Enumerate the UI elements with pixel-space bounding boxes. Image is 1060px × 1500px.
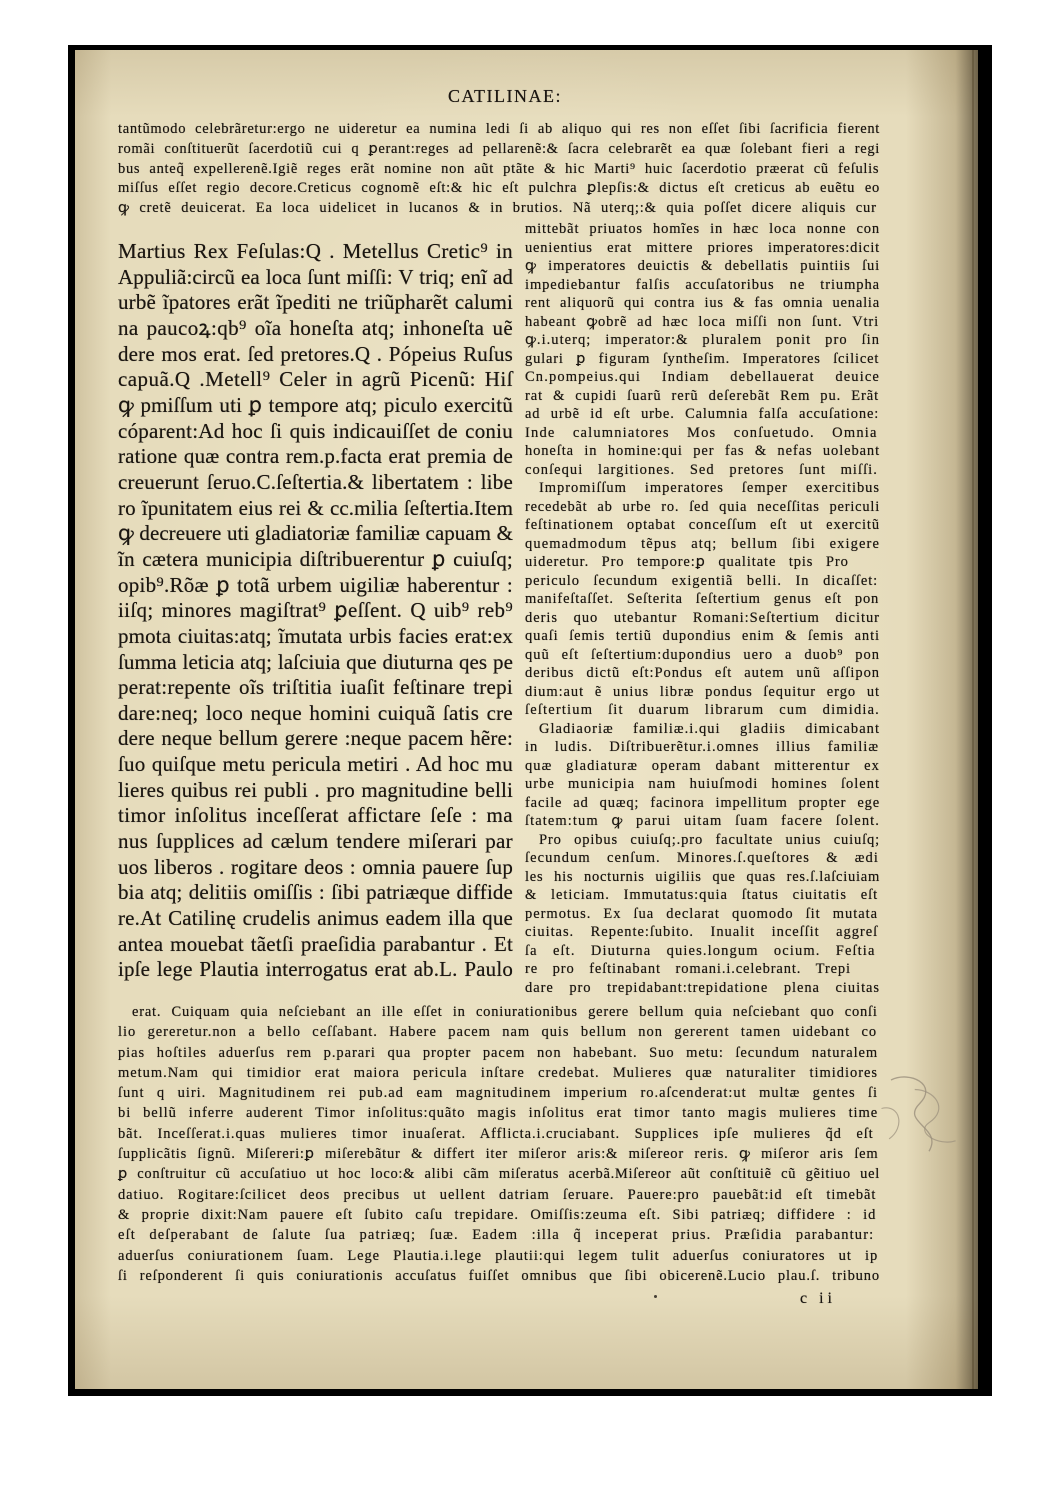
- main-text-line: creuerunt ſeruo.C.ſeſtertia.& libertatem : libe: [118, 469, 513, 494]
- commentary-line: facile ad quæq; facinora impellitum propter ege: [525, 794, 880, 811]
- commentary-line: quemadmodum tẽpus atq; bellum ſibi exigere: [525, 535, 880, 552]
- main-text-line: ſumma leticia atq; laſciuia que diuturna qes pe: [118, 649, 513, 674]
- main-text-line: ipſe lege Plautia interrogatus erat ab.L. Paulo: [118, 957, 513, 982]
- commentary-line: datiuo. Rogitare:ſcilicet deos precibus ut uellent datriam ſeruare. Pauere:pro pauebãt:id eſt timebãt: [118, 1186, 877, 1203]
- commentary-line: quũ eſt ſeſtertium:dupondius uero a duob⁹ pon: [525, 646, 880, 663]
- main-text-line: perat:repente oĩs triſtitia iuaſit feſtinare trepi: [118, 675, 513, 700]
- commentary-line: uenientius erat mittere priores imperatores:dicit: [525, 239, 880, 256]
- main-text-line: bia atq; delitiis omiſſis : ſibi patriæque diffide: [118, 880, 513, 905]
- main-text-line: urbẽ ĩpatores erãt ĩpediti ne triũpharẽt calumi: [118, 290, 513, 315]
- commentary-line: lio gereretur.non a bello ceſſabant. Habere pacem nam quis bellum non gererent tamen uidebant co: [118, 1024, 878, 1041]
- commentary-line: deribus dictũ eſt:Pondus eſt autem unũ aſſipon: [525, 665, 880, 681]
- main-text-line: timor inſolitus inceſſerat affictare ſeſe : ma: [118, 803, 513, 828]
- commentary-line: conſequi largitiones. Sed pretores ſunt miſſi.: [525, 461, 878, 478]
- signature-mark: c ii: [800, 1290, 836, 1307]
- main-text-line: iiſq; minores magiſtrat⁹ ꝑeſſent. Q uib⁹ reb⁹: [118, 598, 513, 623]
- commentary-line: quaſi ſemis tertiũ dupondius enim & ſemis anti: [525, 628, 880, 644]
- commentary-line: dium:aut ẽ unius libræ pondus ſequitur ergo ut: [525, 683, 880, 700]
- main-text-line: opib⁹.Rõæ ꝑ totã urbem uigiliæ haberentur :: [118, 572, 513, 597]
- commentary-line: & proprie dixit:Nam pauere eſt ſubito caſu trepidare. Omiſſis:zeuma eſt. Sibi patriæq; diffidere : id: [118, 1206, 877, 1223]
- commentary-line: rent aliquorũ qui contra ius & fas omnia uenalia: [525, 295, 880, 311]
- commentary-line: ſi reſponderent ſi quis coniurationis accuſatus fuiſſet omnibus que ſibi obicerenẽ.Lucio plau.ſ. tribuno: [118, 1267, 880, 1284]
- main-text-line: lieres quibus rei publi . pro magnitudine belli: [118, 777, 513, 802]
- commentary-line: ad urbẽ id eſt urbe. Calumnia falſa accuſatione:: [525, 406, 880, 422]
- commentary-line: bãt. Inceſſerat.i.quas mulieres timor inuaſerat. Afflicta.i.cruciabant. Supplices ipſe mulieres q̃d eſt: [118, 1125, 874, 1142]
- main-text-line: ratione quæ contra rem.p.facta erat premia de: [118, 444, 513, 469]
- ink-speck: [654, 1295, 657, 1298]
- commentary-line: Cn.pompeius.qui Indiam debellauerat deuice: [525, 369, 880, 385]
- commentary-line: tantũmodo celebrãretur:ergo ne uideretur ea numina ledi ſi ab aliquo qui res non eſſet ſibi ſacrificia fierent: [118, 121, 880, 137]
- commentary-line: miſſus eſſet regio decore.Creticus cognomẽ eſt:& hic eſt pulchra ꝑlepſis:& dictus eſt creticus ab euẽtu eo: [118, 180, 880, 197]
- main-text-line: ĩn cætera municipia diſtribuerentur ꝑ cuiuſq;: [118, 546, 513, 571]
- commentary-line: metum.Nam qui timidior erat maiora pericula inſtare credebat. Mulieres quæ naturaliter timidiores: [118, 1064, 879, 1081]
- commentary-line: ciuitas. Repente:ſubito. Inualit inceſſit aggreſ: [525, 924, 879, 940]
- commentary-line: bus anteq̃ expellerenẽ.Igiẽ reges erãt nomine non aũt ptãte & hic Marti⁹ huic ſacerdotio præerat cũ feſulis: [118, 160, 880, 177]
- commentary-line: ſeſtertium ſit duarum librarum cum dimidia.: [525, 702, 880, 718]
- main-text-line: cóparent:Ad hoc ſi quis indicauiſſet de coniu: [118, 418, 513, 443]
- commentary-line: deris quo utebantur Romani:Seſtertium dicitur: [525, 609, 880, 626]
- commentary-right-column: [525, 220, 880, 997]
- commentary-top-block: [118, 120, 880, 219]
- main-text-line: re.At Catilinę crudelis animus eadem illa que: [118, 906, 513, 931]
- commentary-line: Impromiſſum imperatores ſemper exercitibus: [539, 480, 880, 496]
- main-text-line: Martius Rex Feſulas:Q . Metellus Cretic⁹ in: [118, 239, 513, 263]
- commentary-line: eſt deſperabant de ſalute ſua patriæq; ſuæ. Eadem :illa q̃ inceperat prius. Præſidia parabantur:: [118, 1227, 875, 1244]
- commentary-line: ꝑ conſtruitur cũ accuſatiuo ut hoc loco:& alibi cãm miſeratus acerbã.Miſereor aũt conſtituiẽ cũ gẽitiuo uel: [118, 1166, 880, 1183]
- main-text-line: ſuo quiſque metu pericula metiri . Ad hoc mu: [118, 752, 513, 777]
- commentary-line: in ludis. Diſtribuerẽtur.i.omnes illius familiæ: [525, 739, 879, 755]
- commentary-line: feſtinationem optabat conceſſum eſt ut exercitũ: [525, 517, 880, 533]
- commentary-line: ſunt q uiri. Magnitudinem rei pub.ad eam magnitudinem imperium ro.aſcenderat:ut multæ gentes ſi: [118, 1085, 879, 1102]
- main-text-line: ꝙ pmiſſum uti ꝑ tempore atq; piculo exercitũ: [118, 392, 513, 417]
- commentary-line: ſecundum cenſum. Minores.ſ.queſtores & ædi: [525, 850, 879, 866]
- commentary-line: recedebãt ab urbe ro. ſed quia neceſſitas periculi: [525, 498, 880, 515]
- commentary-line: manifeſtaſſet. Seſterita ſeſtertium genus eſt pon: [525, 591, 880, 607]
- commentary-line: ꝙ imperatores deuictis & debellatis puintiis ſui: [525, 258, 880, 274]
- main-text-line: Appuliã:circũ ea loca ſunt miſſi: V triq; enĩ ad: [118, 264, 513, 289]
- main-text-line: dere mos erat. ſed pretores.Q . Pópeius Ruſus: [118, 341, 513, 366]
- main-text-line: na paucoꝝ:qb⁹ oĩa honeſta atq; inhoneſta uẽ: [118, 315, 513, 340]
- commentary-line: impediebantur falſis accuſatoribus ne triumpha: [525, 276, 880, 293]
- commentary-line: Pro opibus cuiuſq;.pro facultate unius cuiuſq;: [539, 831, 880, 848]
- commentary-line: dare pro trepidabant:trepidatione plena ciuitas: [525, 979, 880, 996]
- marginal-pen-flourish: [872, 1068, 967, 1168]
- commentary-line: ꝙ.i.uterq; imperator:& pluralem ponit pro ſin: [525, 332, 880, 348]
- commentary-line: bi bellũ inferre auderent Timor inſolitus:quãto magis inſolitus erat timor tanto magis mulieres time: [118, 1105, 879, 1122]
- commentary-bottom-block: [118, 1002, 880, 1286]
- commentary-line: ꝙ cretẽ deuicerat. Ea loca uidelicet in lucanos & in brutios. Nã uterq;:& quia poſſet dicere aliquis cur: [118, 200, 877, 217]
- running-head: CATILINAE:: [448, 86, 562, 106]
- commentary-line: uideretur. Pro tempore:ꝑ qualitate tpis Pro: [525, 554, 849, 570]
- commentary-line: re pro feſtinabant romani.i.celebrant. Trepi: [525, 961, 851, 977]
- main-text-line: dere neque bellum gerere :neque pacem hẽre:: [118, 726, 513, 751]
- commentary-line: honeſta in homine:qui per fas & nefas uolebant: [525, 443, 880, 459]
- main-text-line: nus ſupplices ad cælum tendere miſerari par: [118, 829, 513, 854]
- commentary-line: urbe municipia nam huiuſmodi homines ſolent: [525, 776, 880, 792]
- commentary-line: romãi conſtituerũt ſacerdotiũ cui q ꝑerant:reges ad pellarenẽ:& ſacra celebrarẽt ea quæ ſolebant fieri a regi: [118, 140, 880, 157]
- commentary-line: mittebãt priuatos homĩes in hæc loca nonne con: [525, 221, 880, 237]
- commentary-line: periculo ſecundum exigentiã belli. In dicaſſet:: [525, 572, 879, 589]
- commentary-line: quæ gladiaturæ operam dabant mitterentur ex: [525, 757, 880, 774]
- main-text-line: antea mouebat tãetſi praeſidia parabantur . Et: [118, 931, 513, 956]
- commentary-line: ſtatem:tum ꝙ parui uitam ſuam facere ſolent.: [525, 813, 880, 829]
- commentary-line: ſa eſt. Diuturna quies.longum ocium. Feſtia: [525, 942, 876, 959]
- commentary-line: Gladiaoriæ familiæ.i.qui gladiis dimicabant: [539, 720, 880, 737]
- commentary-line: ſupplicãtis ſignũ. Miſereri:ꝑ miſerebãtur & differt iter miſeror aris:& miſereor reris. ꝙ miſeror aris ſem: [118, 1146, 879, 1163]
- commentary-line: permotus. Ex ſua declarat quomodo ſit mutata: [525, 905, 879, 922]
- main-text-column: [118, 239, 513, 983]
- commentary-line: rat & cupidi ſuarũ rerũ deſerebãt Rem pu. Erãt: [525, 387, 880, 404]
- commentary-line: aduerſus coniurationem ſuam. Lege Plautia.i.lege plautii:qui legem tulit aduerſus coniuratores ut ip: [118, 1247, 879, 1264]
- commentary-line: pias hoſtiles aduerſus rem p.parari qua propter pacem non habebant. Suo metu: ſecundum naturalem: [118, 1044, 879, 1061]
- main-text-line: pmota ciuitas:atq; ĩmutata urbis facies erat:ex: [118, 623, 513, 648]
- commentary-line: les his nocturnis uigiliis que quas res.ſ.laſciuiam: [525, 868, 880, 885]
- main-text-line: dare:neq; loco neque homini cuiquã ſatis cre: [118, 700, 513, 725]
- main-text-line: uos liberos . rogitare deos : omnia pauere ſup: [118, 854, 513, 879]
- main-text-line: capuã.Q .Metell⁹ Celer in agrũ Picenũ: Hiſ: [118, 367, 513, 392]
- main-text-line: ro ĩpunitatem eius rei & cc.milia ſeſtertia.Item: [118, 495, 513, 520]
- main-text-line: ꝙ decreuere uti gladiatoriæ familiæ capuam &: [118, 521, 513, 546]
- page-fore-edge: [972, 50, 974, 1389]
- commentary-line: gulari ꝑ figuram ſyntheſim. Imperatores ſcilicet: [525, 350, 880, 367]
- commentary-line: & leticiam. Immutatus:quia ſtatus ciuitatis eſt: [525, 887, 879, 903]
- commentary-line: Inde calumniatores Mos conſuetudo. Omnia: [525, 424, 878, 441]
- commentary-line: habeant ꝙobrẽ ad hæc loca miſſi non ſunt. Vtri: [525, 313, 880, 330]
- commentary-line: erat. Cuiquam quia neſciebant an ille eſſet in coniurationibus gerere bellum quia neſciebant quo conſi: [132, 1004, 878, 1020]
